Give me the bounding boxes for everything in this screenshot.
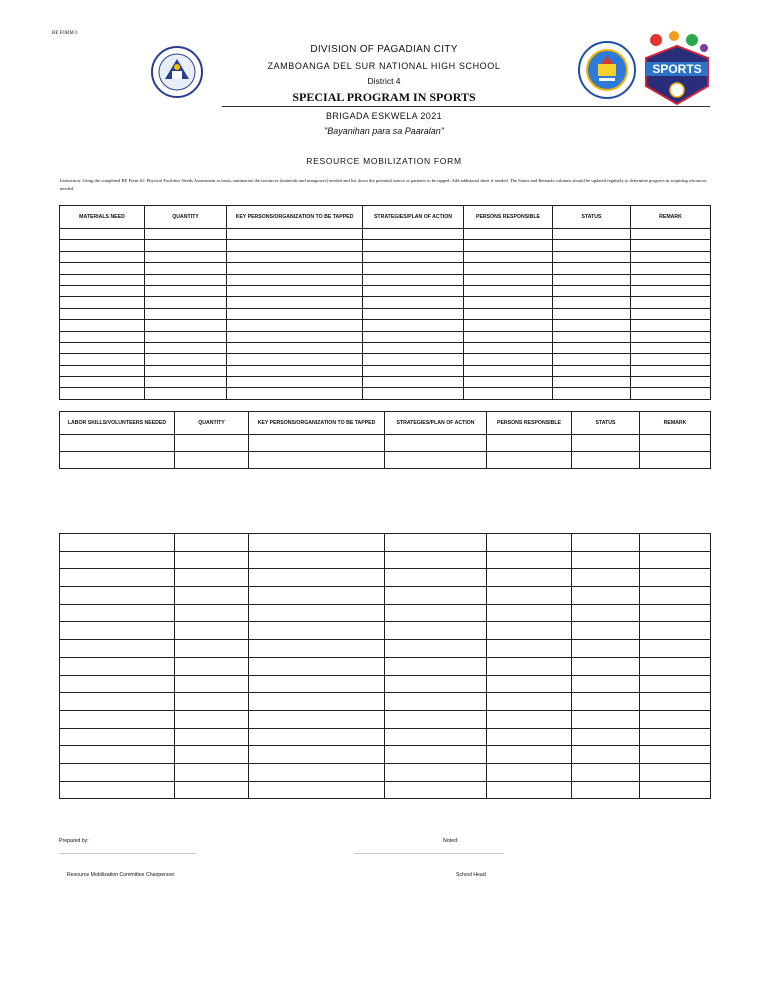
- blank-cell[interactable]: [572, 657, 640, 675]
- blank-cell[interactable]: [464, 365, 553, 376]
- blank-cell[interactable]: [249, 781, 385, 799]
- blank-cell[interactable]: [227, 263, 363, 274]
- blank-cell[interactable]: [145, 377, 227, 388]
- blank-cell[interactable]: [553, 320, 631, 331]
- blank-cell[interactable]: [487, 710, 572, 728]
- table-row: [60, 693, 711, 711]
- table-row: [60, 388, 711, 399]
- blank-cell[interactable]: [487, 435, 572, 452]
- blank-cell[interactable]: [553, 377, 631, 388]
- blank-cell[interactable]: [145, 240, 227, 251]
- blank-cell[interactable]: [249, 640, 385, 658]
- blank-cell[interactable]: [640, 452, 711, 469]
- blank-cell[interactable]: [60, 604, 175, 622]
- blank-cell[interactable]: [640, 763, 711, 781]
- materials-table: [59, 205, 711, 400]
- header-strategies: STRATEGIES/PLAN OF ACTION: [363, 206, 464, 229]
- blank-cell[interactable]: [487, 675, 572, 693]
- blank-cell[interactable]: [640, 728, 711, 746]
- table-row: [60, 746, 711, 764]
- table-row: [60, 728, 711, 746]
- blank-cell[interactable]: [572, 675, 640, 693]
- form-title: RESOURCE MOBILIZATION FORM: [306, 156, 462, 166]
- table-row: [60, 622, 711, 640]
- blank-cell[interactable]: [487, 452, 572, 469]
- header-persons-responsible: PERSONS RESPONSIBLE: [487, 412, 572, 435]
- blank-cell[interactable]: [249, 728, 385, 746]
- blank-cell[interactable]: [60, 763, 175, 781]
- blank-cell[interactable]: [572, 693, 640, 711]
- blank-cell[interactable]: [363, 354, 464, 365]
- blank-cell[interactable]: [572, 569, 640, 587]
- blank-cell[interactable]: [385, 435, 487, 452]
- blank-cell[interactable]: [60, 365, 145, 376]
- blank-cell[interactable]: [175, 728, 249, 746]
- table-row: [60, 534, 711, 552]
- blank-cell[interactable]: [60, 331, 145, 342]
- blank-cell[interactable]: [640, 587, 711, 605]
- blank-cell[interactable]: [60, 229, 145, 240]
- blank-cell[interactable]: [60, 657, 175, 675]
- blank-cell[interactable]: [464, 285, 553, 296]
- blank-cell[interactable]: [60, 693, 175, 711]
- header-divider: [222, 106, 710, 107]
- blank-cell[interactable]: [249, 587, 385, 605]
- blank-cell[interactable]: [487, 551, 572, 569]
- blank-cell[interactable]: [60, 320, 145, 331]
- svg-text:SPORTS: SPORTS: [652, 62, 702, 76]
- blank-cell[interactable]: [553, 331, 631, 342]
- blank-cell[interactable]: [227, 251, 363, 262]
- blank-cell[interactable]: [175, 587, 249, 605]
- district-heading: District 4: [367, 76, 401, 86]
- header-quantity: QUANTITY: [145, 206, 227, 229]
- table-row: [60, 435, 711, 452]
- blank-cell[interactable]: [572, 604, 640, 622]
- noted-label: Noted:: [443, 838, 459, 844]
- blank-cell[interactable]: [60, 587, 175, 605]
- blank-cell[interactable]: [631, 377, 711, 388]
- table-row: [60, 452, 711, 469]
- blank-cell[interactable]: [631, 320, 711, 331]
- blank-cell[interactable]: [385, 640, 487, 658]
- blank-cell[interactable]: [175, 657, 249, 675]
- blank-cell[interactable]: [227, 274, 363, 285]
- table-row: [60, 675, 711, 693]
- blank-cell[interactable]: [227, 331, 363, 342]
- prepared-by-role: Resource Mobilization Committee Chairperson: [67, 872, 175, 878]
- blank-cell[interactable]: [572, 534, 640, 552]
- table-row: [60, 710, 711, 728]
- blank-cell[interactable]: [464, 240, 553, 251]
- blank-cell[interactable]: [145, 263, 227, 274]
- blank-cell[interactable]: [363, 365, 464, 376]
- blank-cell[interactable]: [572, 781, 640, 799]
- blank-cell[interactable]: [487, 746, 572, 764]
- blank-cell[interactable]: [640, 693, 711, 711]
- blank-cell[interactable]: [464, 342, 553, 353]
- blank-cell[interactable]: [631, 229, 711, 240]
- blank-cell[interactable]: [631, 365, 711, 376]
- blank-cell[interactable]: [60, 551, 175, 569]
- blank-cell[interactable]: [227, 240, 363, 251]
- blank-cell[interactable]: [487, 640, 572, 658]
- blank-cell[interactable]: [363, 342, 464, 353]
- blank-cell[interactable]: [640, 710, 711, 728]
- blank-cell[interactable]: [227, 365, 363, 376]
- blank-cell[interactable]: [175, 710, 249, 728]
- blank-cell[interactable]: [145, 388, 227, 399]
- blank-cell[interactable]: [487, 569, 572, 587]
- blank-cell[interactable]: [249, 763, 385, 781]
- blank-cell[interactable]: [631, 297, 711, 308]
- header-labor-skills: LABOR SKILLS/VOLUNTEERS NEEDED: [60, 412, 175, 435]
- blank-cell[interactable]: [249, 746, 385, 764]
- blank-cell[interactable]: [60, 297, 145, 308]
- header-remark: REMARK: [631, 206, 711, 229]
- blank-cell[interactable]: [60, 285, 145, 296]
- blank-cell[interactable]: [385, 675, 487, 693]
- blank-cell[interactable]: [464, 308, 553, 319]
- blank-cell[interactable]: [363, 377, 464, 388]
- blank-cell[interactable]: [385, 657, 487, 675]
- blank-cell[interactable]: [385, 710, 487, 728]
- blank-cell[interactable]: [60, 240, 145, 251]
- blank-cell[interactable]: [553, 308, 631, 319]
- blank-cell[interactable]: [60, 746, 175, 764]
- blank-cell[interactable]: [60, 435, 175, 452]
- blank-cell[interactable]: [60, 728, 175, 746]
- blank-cell[interactable]: [363, 240, 464, 251]
- table-row: [60, 604, 711, 622]
- blank-cell[interactable]: [249, 534, 385, 552]
- table-row: [60, 569, 711, 587]
- table-row: [60, 365, 711, 376]
- blank-cell[interactable]: [640, 569, 711, 587]
- blank-cell[interactable]: [640, 657, 711, 675]
- blank-cell[interactable]: [249, 693, 385, 711]
- division-heading: DIVISION OF PAGADIAN CITY: [310, 44, 458, 55]
- blank-cell[interactable]: [175, 435, 249, 452]
- blank-cell[interactable]: [385, 534, 487, 552]
- instruction-text: Instruction: Using the completed BE Form #1: Physical Facilities Needs Assessment as basis, summarize the resources (materials and manpower) needed and list down the potential source or partners to be tapped. Add additional sheet if needed. The Status and Remarks columns should be updated regularly to determine progress in acquiring resources needed.: [60, 178, 707, 191]
- blank-cell[interactable]: [553, 285, 631, 296]
- blank-cell[interactable]: [175, 622, 249, 640]
- table-row: [60, 229, 711, 240]
- table-row: [60, 640, 711, 658]
- blank-cell[interactable]: [60, 640, 175, 658]
- blank-cell[interactable]: [227, 285, 363, 296]
- blank-cell[interactable]: [640, 435, 711, 452]
- blank-cell[interactable]: [227, 229, 363, 240]
- blank-cell[interactable]: [175, 640, 249, 658]
- blank-cell[interactable]: [227, 297, 363, 308]
- blank-cell[interactable]: [227, 354, 363, 365]
- blank-cell[interactable]: [572, 640, 640, 658]
- table-row: [60, 354, 711, 365]
- blank-cell[interactable]: [572, 435, 640, 452]
- blank-cell[interactable]: [385, 781, 487, 799]
- blank-cell[interactable]: [249, 657, 385, 675]
- blank-cell[interactable]: [385, 622, 487, 640]
- blank-cell[interactable]: [553, 365, 631, 376]
- blank-cell[interactable]: [145, 229, 227, 240]
- prepared-signature-line: [59, 853, 196, 854]
- blank-cell[interactable]: [631, 251, 711, 262]
- blank-cell[interactable]: [175, 763, 249, 781]
- blank-cell[interactable]: [175, 569, 249, 587]
- blank-cell[interactable]: [249, 452, 385, 469]
- blank-cell[interactable]: [363, 297, 464, 308]
- program-heading: SPECIAL PROGRAM IN SPORTS: [292, 90, 476, 104]
- blank-cell[interactable]: [572, 622, 640, 640]
- table-row: [60, 274, 711, 285]
- table-row: [60, 285, 711, 296]
- blank-cell[interactable]: [631, 308, 711, 319]
- blank-cell[interactable]: [464, 388, 553, 399]
- blank-cell[interactable]: [60, 263, 145, 274]
- continuation-table: [59, 533, 711, 799]
- blank-cell[interactable]: [175, 781, 249, 799]
- blank-cell[interactable]: [553, 354, 631, 365]
- header-quantity: QUANTITY: [175, 412, 249, 435]
- blank-cell[interactable]: [464, 229, 553, 240]
- table-row: [60, 342, 711, 353]
- blank-cell[interactable]: [631, 285, 711, 296]
- blank-cell[interactable]: [60, 781, 175, 799]
- blank-cell[interactable]: [145, 365, 227, 376]
- blank-cell[interactable]: [363, 308, 464, 319]
- blank-cell[interactable]: [553, 297, 631, 308]
- blank-cell[interactable]: [553, 388, 631, 399]
- table-header-row: [60, 206, 711, 229]
- blank-cell[interactable]: [145, 274, 227, 285]
- blank-cell[interactable]: [385, 587, 487, 605]
- blank-cell[interactable]: [487, 622, 572, 640]
- blank-cell[interactable]: [249, 604, 385, 622]
- header-key-persons: KEY PERSONS/ORGANIZATION TO BE TAPPED: [227, 206, 363, 229]
- blank-cell[interactable]: [60, 675, 175, 693]
- blank-cell[interactable]: [60, 710, 175, 728]
- blank-cell[interactable]: [363, 320, 464, 331]
- blank-cell[interactable]: [487, 693, 572, 711]
- blank-cell[interactable]: [249, 569, 385, 587]
- blank-cell[interactable]: [553, 263, 631, 274]
- table-row: [60, 297, 711, 308]
- blank-cell[interactable]: [631, 354, 711, 365]
- blank-cell[interactable]: [464, 251, 553, 262]
- blank-cell[interactable]: [175, 604, 249, 622]
- noted-role: School Head: [456, 872, 486, 878]
- blank-cell[interactable]: [60, 308, 145, 319]
- blank-cell[interactable]: [60, 342, 145, 353]
- blank-cell[interactable]: [464, 377, 553, 388]
- blank-cell[interactable]: [487, 657, 572, 675]
- blank-cell[interactable]: [553, 229, 631, 240]
- blank-cell[interactable]: [175, 551, 249, 569]
- blank-cell[interactable]: [553, 240, 631, 251]
- blank-cell[interactable]: [145, 297, 227, 308]
- table-row: [60, 763, 711, 781]
- blank-cell[interactable]: [363, 263, 464, 274]
- blank-cell[interactable]: [249, 675, 385, 693]
- blank-cell[interactable]: [464, 320, 553, 331]
- header-materials-need: MATERIALS NEED: [60, 206, 145, 229]
- blank-cell[interactable]: [175, 693, 249, 711]
- blank-cell[interactable]: [487, 728, 572, 746]
- blank-cell[interactable]: [487, 763, 572, 781]
- blank-cell[interactable]: [553, 342, 631, 353]
- blank-cell[interactable]: [249, 710, 385, 728]
- form-code: BE FORM 3: [52, 31, 78, 36]
- blank-cell[interactable]: [227, 320, 363, 331]
- blank-cell[interactable]: [145, 331, 227, 342]
- blank-cell[interactable]: [385, 728, 487, 746]
- table-row: [60, 263, 711, 274]
- labor-table: [59, 411, 711, 469]
- table-row: [60, 251, 711, 262]
- blank-cell[interactable]: [363, 229, 464, 240]
- blank-cell[interactable]: [572, 728, 640, 746]
- blank-cell[interactable]: [640, 746, 711, 764]
- blank-cell[interactable]: [640, 534, 711, 552]
- blank-cell[interactable]: [249, 435, 385, 452]
- blank-cell[interactable]: [60, 622, 175, 640]
- blank-cell[interactable]: [572, 551, 640, 569]
- blank-cell[interactable]: [60, 377, 145, 388]
- blank-cell[interactable]: [145, 320, 227, 331]
- table-row: [60, 551, 711, 569]
- blank-cell[interactable]: [363, 388, 464, 399]
- header-key-persons: KEY PERSONS/ORGANIZATION TO BE TAPPED: [249, 412, 385, 435]
- blank-cell[interactable]: [249, 622, 385, 640]
- blank-cell[interactable]: [487, 781, 572, 799]
- blank-cell[interactable]: [487, 587, 572, 605]
- blank-cell[interactable]: [572, 763, 640, 781]
- blank-cell[interactable]: [249, 551, 385, 569]
- blank-cell[interactable]: [175, 534, 249, 552]
- blank-cell[interactable]: [464, 354, 553, 365]
- blank-cell[interactable]: [145, 342, 227, 353]
- blank-cell[interactable]: [631, 331, 711, 342]
- blank-cell[interactable]: [640, 640, 711, 658]
- blank-cell[interactable]: [227, 342, 363, 353]
- blank-cell[interactable]: [487, 534, 572, 552]
- blank-cell[interactable]: [385, 551, 487, 569]
- motto: "Bayanihan para sa Paaralan": [324, 126, 444, 136]
- blank-cell[interactable]: [60, 354, 145, 365]
- blank-cell[interactable]: [631, 388, 711, 399]
- blank-cell[interactable]: [60, 452, 175, 469]
- table-row: [60, 657, 711, 675]
- blank-cell[interactable]: [631, 274, 711, 285]
- blank-cell[interactable]: [464, 331, 553, 342]
- blank-cell[interactable]: [175, 452, 249, 469]
- table-row: [60, 331, 711, 342]
- header-status: STATUS: [553, 206, 631, 229]
- blank-cell[interactable]: [572, 746, 640, 764]
- blank-cell[interactable]: [631, 263, 711, 274]
- table-row: [60, 377, 711, 388]
- blank-cell[interactable]: [640, 551, 711, 569]
- blank-cell[interactable]: [553, 251, 631, 262]
- blank-cell[interactable]: [385, 569, 487, 587]
- blank-cell[interactable]: [363, 274, 464, 285]
- blank-cell[interactable]: [385, 452, 487, 469]
- header-status: STATUS: [572, 412, 640, 435]
- blank-cell[interactable]: [640, 675, 711, 693]
- table-row: [60, 320, 711, 331]
- blank-cell[interactable]: [385, 763, 487, 781]
- blank-cell[interactable]: [60, 251, 145, 262]
- blank-cell[interactable]: [385, 604, 487, 622]
- school-heading: ZAMBOANGA DEL SUR NATIONAL HIGH SCHOOL: [267, 61, 501, 71]
- event-heading: BRIGADA ESKWELA 2021: [325, 111, 443, 121]
- table-row: [60, 308, 711, 319]
- blank-cell[interactable]: [553, 274, 631, 285]
- table-header-row: [60, 412, 711, 435]
- table-row: [60, 240, 711, 251]
- blank-cell[interactable]: [640, 604, 711, 622]
- blank-cell[interactable]: [60, 569, 175, 587]
- blank-cell[interactable]: [175, 746, 249, 764]
- blank-cell[interactable]: [464, 263, 553, 274]
- header-strategies: STRATEGIES/PLAN OF ACTION: [385, 412, 487, 435]
- blank-cell[interactable]: [60, 274, 145, 285]
- noted-signature-line: [354, 853, 504, 854]
- blank-cell[interactable]: [60, 388, 145, 399]
- blank-cell[interactable]: [363, 251, 464, 262]
- blank-cell[interactable]: [363, 285, 464, 296]
- blank-cell[interactable]: [572, 587, 640, 605]
- blank-cell[interactable]: [464, 274, 553, 285]
- header-persons-responsible: PERSONS RESPONSIBLE: [464, 206, 553, 229]
- blank-cell[interactable]: [631, 342, 711, 353]
- blank-cell[interactable]: [145, 251, 227, 262]
- prepared-by-label: Prepared by:: [59, 838, 89, 844]
- blank-cell[interactable]: [464, 297, 553, 308]
- table-row: [60, 587, 711, 605]
- blank-cell[interactable]: [572, 452, 640, 469]
- blank-cell[interactable]: [640, 622, 711, 640]
- blank-cell[interactable]: [60, 534, 175, 552]
- blank-cell[interactable]: [572, 710, 640, 728]
- blank-cell[interactable]: [385, 746, 487, 764]
- blank-cell[interactable]: [227, 377, 363, 388]
- blank-cell[interactable]: [631, 240, 711, 251]
- blank-cell[interactable]: [227, 388, 363, 399]
- blank-cell[interactable]: [487, 604, 572, 622]
- blank-cell[interactable]: [145, 308, 227, 319]
- blank-cell[interactable]: [363, 331, 464, 342]
- blank-cell[interactable]: [175, 675, 249, 693]
- blank-cell[interactable]: [385, 693, 487, 711]
- table-row: [60, 781, 711, 799]
- blank-cell[interactable]: [227, 308, 363, 319]
- blank-cell[interactable]: [640, 781, 711, 799]
- header-remark: REMARK: [640, 412, 711, 435]
- blank-cell[interactable]: [145, 354, 227, 365]
- blank-cell[interactable]: [145, 285, 227, 296]
